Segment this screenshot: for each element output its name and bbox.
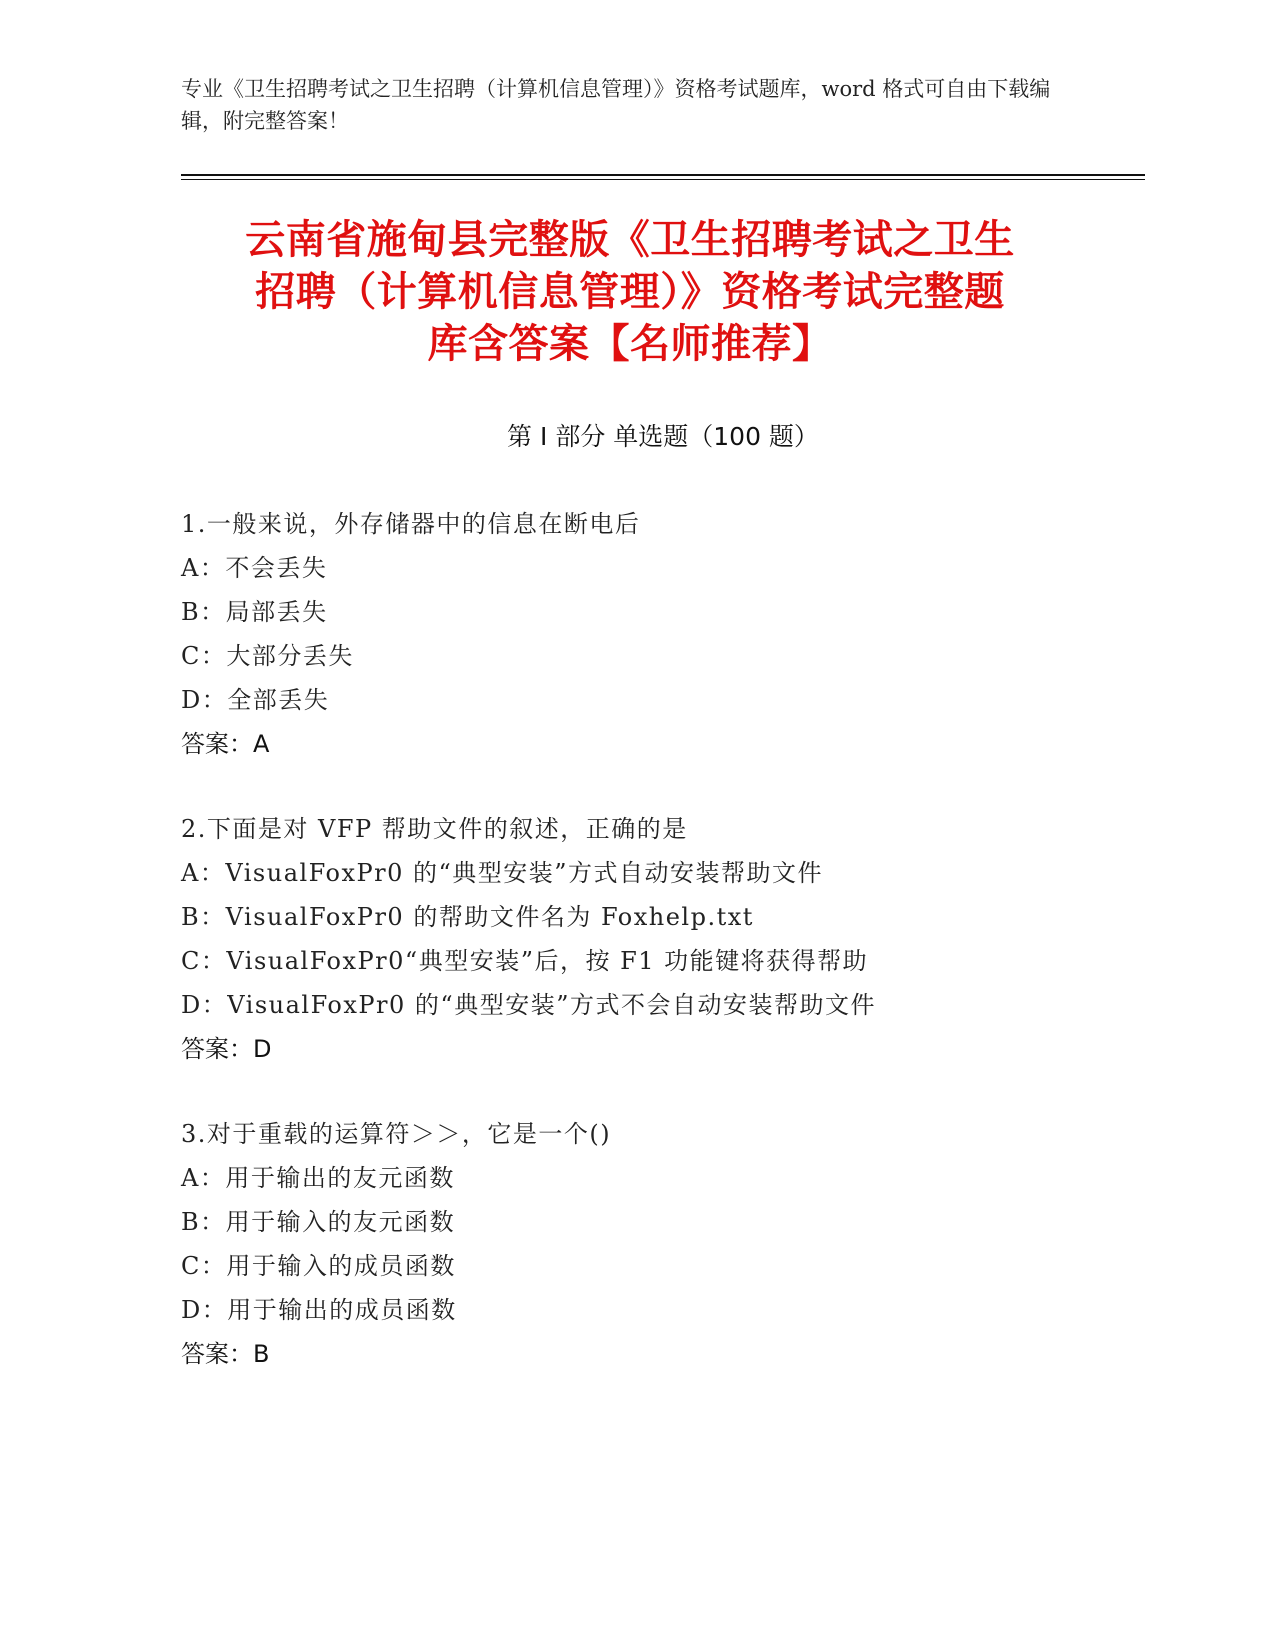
option-c: C：大部分丢失 <box>181 642 354 670</box>
option-b: B：用于输入的友元函数 <box>181 1208 456 1236</box>
question-stem: 1.一般来说，外存储器中的信息在断电后 <box>181 510 641 538</box>
option-d: D：VisualFoxPr0 的“典型安装”方式不会自动安装帮助文件 <box>181 991 876 1019</box>
option-b: B：局部丢失 <box>181 598 328 626</box>
question-block <box>181 1112 1141 1376</box>
title-line: 库含答案【名师推荐】 <box>427 321 833 367</box>
question-stem: 3.对于重载的运算符＞＞，它是一个() <box>181 1120 612 1148</box>
option-d: D：全部丢失 <box>181 686 330 714</box>
option-a: A：不会丢失 <box>181 554 328 582</box>
header-note: 专业《卫生招聘考试之卫生招聘（计算机信息管理）》资格考试题库，word 格式可自由下载编辑，附完整答案！ <box>181 77 1051 133</box>
header-divider-thick <box>181 174 1145 176</box>
option-d: D：用于输出的成员函数 <box>181 1296 457 1324</box>
option-c: C：用于输入的成员函数 <box>181 1252 456 1280</box>
question-stem: 2.下面是对 VFP 帮助文件的叙述，正确的是 <box>181 815 688 843</box>
title-line: 招聘（计算机信息管理）》资格考试完整题 <box>255 269 1005 315</box>
section-title: 第 I 部分 单选题（100 题） <box>507 422 819 451</box>
document-title <box>190 214 1070 370</box>
answer-line: 答案：A <box>181 730 270 758</box>
question-block <box>181 807 1141 1071</box>
answer-line: 答案：D <box>181 1035 272 1063</box>
option-a: A：用于输出的友元函数 <box>181 1164 455 1192</box>
title-line: 云南省施甸县完整版《卫生招聘考试之卫生 <box>245 217 1015 263</box>
option-b: B：VisualFoxPr0 的帮助文件名为 Foxhelp.txt <box>181 903 754 931</box>
header-divider-thin <box>181 179 1145 180</box>
option-a: A：VisualFoxPr0 的“典型安装”方式自动安装帮助文件 <box>181 859 824 887</box>
answer-line: 答案：B <box>181 1340 270 1368</box>
option-c: C：VisualFoxPr0“典型安装”后，按 F1 功能键将获得帮助 <box>181 947 869 975</box>
question-block <box>181 502 1141 766</box>
